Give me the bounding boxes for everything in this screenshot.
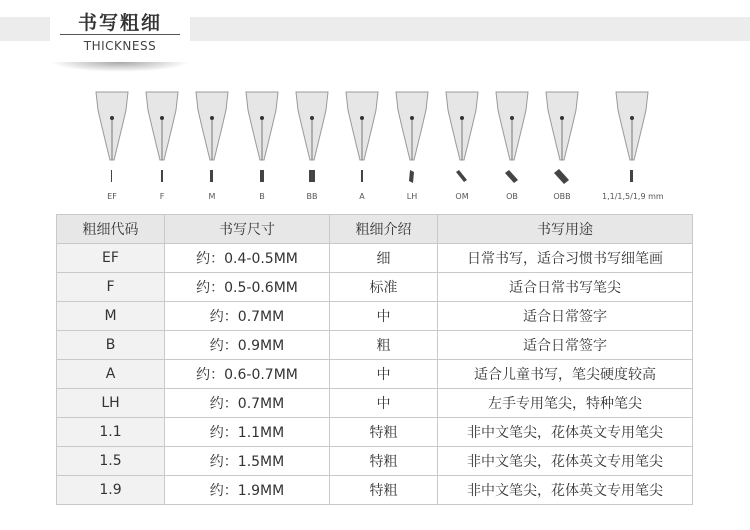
table-row xyxy=(57,447,693,476)
cell-use: 适合日常签字 xyxy=(438,331,693,360)
cell-intro: 中 xyxy=(330,389,438,418)
cell-use: 适合儿童书写，笔尖硬度较高 xyxy=(438,360,693,389)
nib-icon xyxy=(190,88,234,188)
nib-label: F xyxy=(159,192,165,201)
title-en: THICKNESS xyxy=(83,39,157,53)
cell-use: 日常书写，适合习惯书写细笔画 xyxy=(438,244,693,273)
title-shadow xyxy=(50,62,190,72)
nib-icon xyxy=(340,88,384,188)
table-row xyxy=(57,476,693,505)
table-row xyxy=(57,302,693,331)
cell-code: 1.5 xyxy=(57,447,165,476)
nib-label: OB xyxy=(506,192,518,201)
cell-code: 1.1 xyxy=(57,418,165,447)
cell-code: LH xyxy=(57,389,165,418)
header-intro: 粗细介绍 xyxy=(330,215,438,244)
nib-icon xyxy=(440,88,484,188)
cell-size: 约：0.7MM xyxy=(165,389,330,418)
cell-use: 非中文笔尖，花体英文专用笔尖 xyxy=(438,476,693,505)
table-row xyxy=(57,389,693,418)
cell-use: 适合日常签字 xyxy=(438,302,693,331)
cell-size: 约：1.5MM xyxy=(165,447,330,476)
cell-code: M xyxy=(57,302,165,331)
section-title xyxy=(50,0,190,70)
cell-use: 适合日常书写笔尖 xyxy=(438,273,693,302)
nib-illustration xyxy=(290,88,334,208)
cell-intro: 特粗 xyxy=(330,476,438,505)
nib-illustration xyxy=(440,88,484,208)
nib-icon xyxy=(140,88,184,188)
nib-illustration xyxy=(190,88,234,208)
nib-illustration xyxy=(340,88,384,208)
cell-intro: 标准 xyxy=(330,273,438,302)
nib-label: EF xyxy=(107,192,117,201)
cell-size: 约：0.5-0.6MM xyxy=(165,273,330,302)
cell-code: B xyxy=(57,331,165,360)
nib-label: M xyxy=(208,192,216,201)
nib-icon xyxy=(540,88,584,188)
table-header-row xyxy=(57,215,693,244)
cell-size: 约：0.7MM xyxy=(165,302,330,331)
nib-illustration xyxy=(540,88,584,208)
cell-code: A xyxy=(57,360,165,389)
thickness-table xyxy=(56,214,693,505)
cell-size: 约：1.1MM xyxy=(165,418,330,447)
nib-label: OBB xyxy=(553,192,571,201)
nib-icon xyxy=(290,88,334,188)
header-use: 书写用途 xyxy=(438,215,693,244)
header-code: 粗细代码 xyxy=(57,215,165,244)
cell-code: EF xyxy=(57,244,165,273)
nib-label: OM xyxy=(455,192,469,201)
cell-code: 1.9 xyxy=(57,476,165,505)
cell-intro: 特粗 xyxy=(330,418,438,447)
cell-size: 约：0.9MM xyxy=(165,331,330,360)
nib-icon xyxy=(390,88,434,188)
title-cn: 书写粗细 xyxy=(77,12,162,34)
cell-intro: 特粗 xyxy=(330,447,438,476)
nib-label: LH xyxy=(406,192,418,201)
nib-icon xyxy=(90,88,134,188)
nib-illustration xyxy=(90,88,134,208)
cell-size: 约：1.9MM xyxy=(165,476,330,505)
title-divider xyxy=(60,34,180,35)
nib-illustrations xyxy=(90,88,670,208)
cell-code: F xyxy=(57,273,165,302)
table-row xyxy=(57,273,693,302)
cell-use: 非中文笔尖，花体英文专用笔尖 xyxy=(438,447,693,476)
cell-size: 约：0.4-0.5MM xyxy=(165,244,330,273)
table-row xyxy=(57,418,693,447)
header-size: 书写尺寸 xyxy=(165,215,330,244)
cell-intro: 中 xyxy=(330,302,438,331)
cell-intro: 粗 xyxy=(330,331,438,360)
table-row xyxy=(57,360,693,389)
cell-use: 非中文笔尖，花体英文专用笔尖 xyxy=(438,418,693,447)
cell-intro: 中 xyxy=(330,360,438,389)
cell-use: 左手专用笔尖，特种笔尖 xyxy=(438,389,693,418)
cell-size: 约：0.6-0.7MM xyxy=(165,360,330,389)
nib-icon xyxy=(490,88,534,188)
table-row xyxy=(57,244,693,273)
nib-label: B xyxy=(259,192,265,201)
nib-icon xyxy=(240,88,284,188)
nib-illustration xyxy=(490,88,534,208)
nib-label: A xyxy=(359,192,365,201)
table-row xyxy=(57,331,693,360)
nib-illustration xyxy=(240,88,284,208)
nib-icon xyxy=(610,88,654,188)
nib-illustration xyxy=(602,88,664,208)
nib-label: BB xyxy=(306,192,318,201)
nib-label: 1,1/1,5/1,9 mm xyxy=(602,192,664,201)
nib-illustration xyxy=(390,88,434,208)
cell-intro: 细 xyxy=(330,244,438,273)
nib-illustration xyxy=(140,88,184,208)
